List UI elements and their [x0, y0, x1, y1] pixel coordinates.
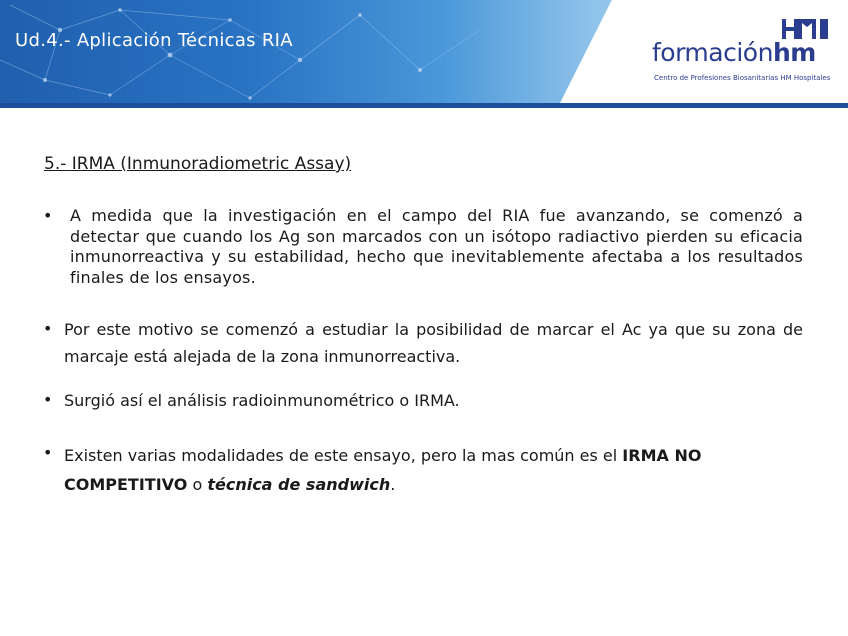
irma-no-competitivo-term: IRMA NO COMPETITIVO	[64, 446, 702, 494]
bullet-3: •	[43, 390, 53, 409]
hm-logo-mark-icon	[782, 19, 828, 39]
formacion-hm-logo-text: formaciónhm	[652, 38, 816, 67]
bullet-2: •	[43, 319, 53, 338]
header-divider	[0, 103, 848, 108]
slide-header	[0, 0, 848, 103]
unit-title: Ud.4.- Aplicación Técnicas RIA	[15, 30, 293, 51]
paragraph-2: Por este motivo se comenzó a estudiar la posibilidad de marcar el Ac ya que su zona de marcaje está alejada de la zona inmunorreactiva.	[64, 320, 803, 366]
logo-tagline: Centro de Profesiones Biosanitarias HM Hospitales	[654, 74, 831, 82]
paragraph-3: Surgió así el análisis radioinmunométrico o IRMA.	[64, 391, 460, 410]
paragraph-4	[64, 441, 803, 499]
network-pattern-decoration	[0, 0, 560, 103]
paragraph-4-end: .	[390, 475, 396, 494]
paragraph-4-text: Existen varias modalidades de este ensayo, pero la mas común es el	[64, 446, 623, 465]
paragraph-4-connector: o	[187, 475, 208, 494]
paragraph-1: A medida que la investigación en el campo del RIA fue avanzando, se comenzó a detectar que cuando los Ag son marcados con un isótopo radiactivo pierden su eficacia inmunorreactiva y su estabilidad, hecho que inevitablemente afectaba a los resultados finales de los ensayos.	[70, 206, 803, 287]
sandwich-technique-term: técnica de sandwich	[207, 475, 391, 494]
bullet-1: •	[43, 206, 53, 225]
section-title: 5.- IRMA (Inmunoradiometric Assay)	[44, 154, 352, 174]
bullet-4: •	[43, 443, 53, 462]
